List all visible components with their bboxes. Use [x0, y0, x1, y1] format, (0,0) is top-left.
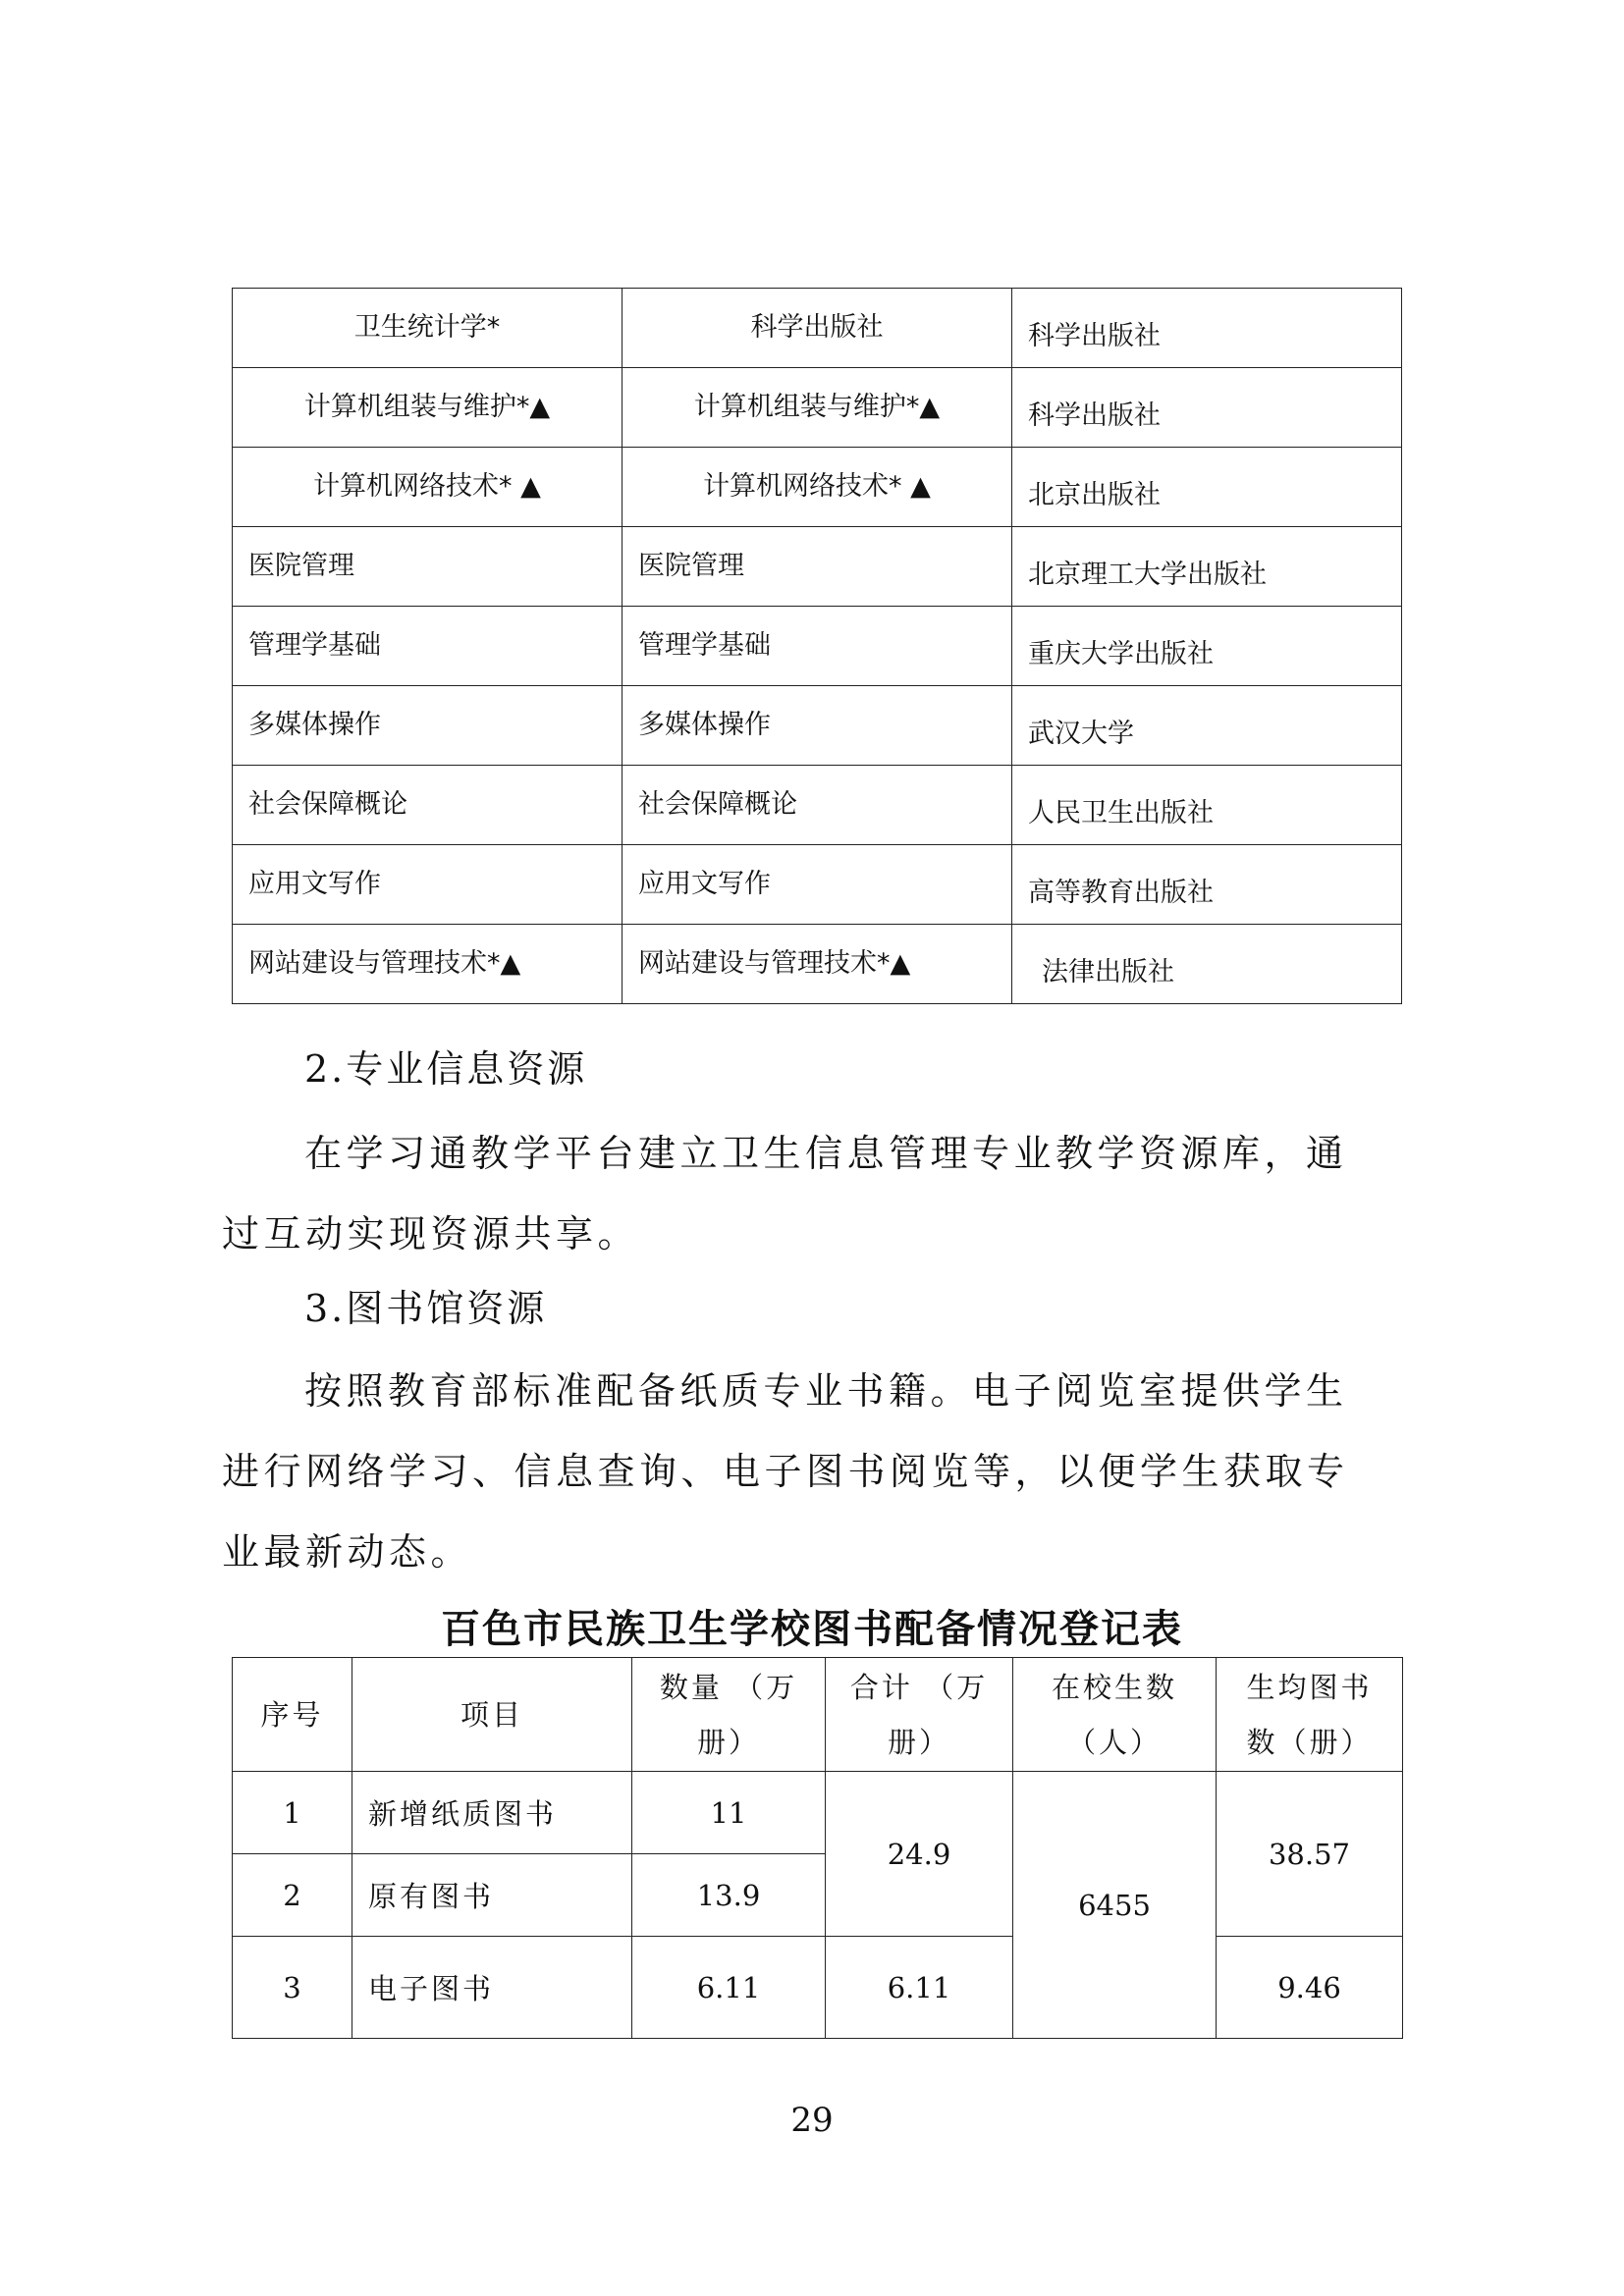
textbook-name: 计算机网络技术* ▲ [703, 470, 931, 502]
textbook-name: 计算机组装与维护*▲ [693, 391, 941, 422]
row-item: 新增纸质图书 [352, 1772, 632, 1854]
textbook-name: 科学出版社 [750, 311, 884, 343]
avg-ebook: 9.46 [1217, 1937, 1403, 2039]
table-row [233, 289, 1402, 368]
table-row [233, 368, 1402, 448]
row-quantity: 13.9 [632, 1854, 826, 1937]
textbook-name: 多媒体操作 [638, 709, 771, 740]
section-heading: 2.专业信息资源 [304, 1047, 588, 1091]
table-row [233, 1772, 1403, 1854]
header-item: 项目 [352, 1658, 632, 1772]
course-name: 多媒体操作 [248, 709, 381, 740]
table-row [233, 686, 1402, 766]
avg-paper: 38.57 [1217, 1772, 1403, 1937]
course-name: 卫生统计学* [353, 311, 501, 343]
header-students: 在校生数 （人） [1013, 1658, 1217, 1772]
table-row [233, 527, 1402, 607]
textbook-name: 社会保障概论 [638, 788, 797, 820]
publisher: 科学出版社 [1028, 400, 1161, 431]
table-row [233, 925, 1402, 1004]
course-name: 计算机网络技术* ▲ [313, 470, 541, 502]
course-name: 应用文写作 [248, 868, 381, 899]
paragraph-line: 进行网络学习、信息查询、电子图书阅览等，以便学生获取专 [222, 1450, 1349, 1493]
publisher: 人民卫生出版社 [1028, 797, 1214, 828]
textbook-name: 网站建设与管理技术*▲ [638, 947, 911, 979]
row-no: 1 [233, 1772, 352, 1854]
publisher: 重庆大学出版社 [1028, 638, 1214, 669]
table-row [233, 448, 1402, 527]
paragraph [222, 1113, 1410, 1274]
row-item: 电子图书 [352, 1937, 632, 2039]
row-quantity: 6.11 [632, 1937, 826, 2039]
header-quantity: 数量 （万 册） [632, 1658, 826, 1772]
row-no: 3 [233, 1937, 352, 2039]
students-count: 6455 [1013, 1772, 1217, 2039]
row-no: 2 [233, 1854, 352, 1937]
section-heading: 3.图书馆资源 [304, 1287, 548, 1330]
page-number: 29 [790, 2101, 834, 2140]
header-avg-books: 生均图书 数（册） [1217, 1658, 1403, 1772]
textbook-name: 应用文写作 [638, 868, 771, 899]
paragraph-line: 过互动实现资源共享。 [222, 1212, 640, 1255]
row-quantity: 11 [632, 1772, 826, 1854]
table-row [233, 607, 1402, 686]
textbook-table [232, 288, 1402, 1004]
table-row [233, 766, 1402, 845]
publisher: 法律出版社 [1042, 956, 1174, 988]
publisher: 高等教育出版社 [1028, 877, 1214, 908]
paragraph-line: 按照教育部标准配备纸质专业书籍。电子阅览室提供学生 [304, 1369, 1348, 1413]
paragraph-line: 业最新动态。 [222, 1530, 473, 1574]
table-row [233, 1937, 1403, 2039]
total-paper: 24.9 [826, 1772, 1013, 1937]
publisher: 武汉大学 [1028, 718, 1134, 749]
textbook-name: 管理学基础 [638, 629, 771, 661]
course-name: 计算机组装与维护*▲ [303, 391, 551, 422]
library-table [232, 1657, 1403, 2039]
publisher: 北京出版社 [1028, 479, 1161, 510]
table-header-row [233, 1658, 1403, 1772]
row-item: 原有图书 [352, 1854, 632, 1937]
textbook-name: 医院管理 [638, 550, 744, 581]
course-name: 社会保障概论 [248, 788, 407, 820]
header-total: 合计 （万 册） [826, 1658, 1013, 1772]
paragraph [222, 1351, 1410, 1592]
paragraph-line: 在学习通教学平台建立卫生信息管理专业教学资源库，通 [304, 1132, 1348, 1175]
total-ebook: 6.11 [826, 1937, 1013, 2039]
header-no: 序号 [233, 1658, 352, 1772]
publisher: 科学出版社 [1028, 320, 1161, 351]
table-title: 百色市民族卫生学校图书配备情况登记表 [441, 1607, 1183, 1652]
course-name: 网站建设与管理技术*▲ [248, 947, 521, 979]
course-name: 管理学基础 [248, 629, 381, 661]
table-row [233, 845, 1402, 925]
course-name: 医院管理 [248, 550, 354, 581]
publisher: 北京理工大学出版社 [1028, 559, 1267, 590]
